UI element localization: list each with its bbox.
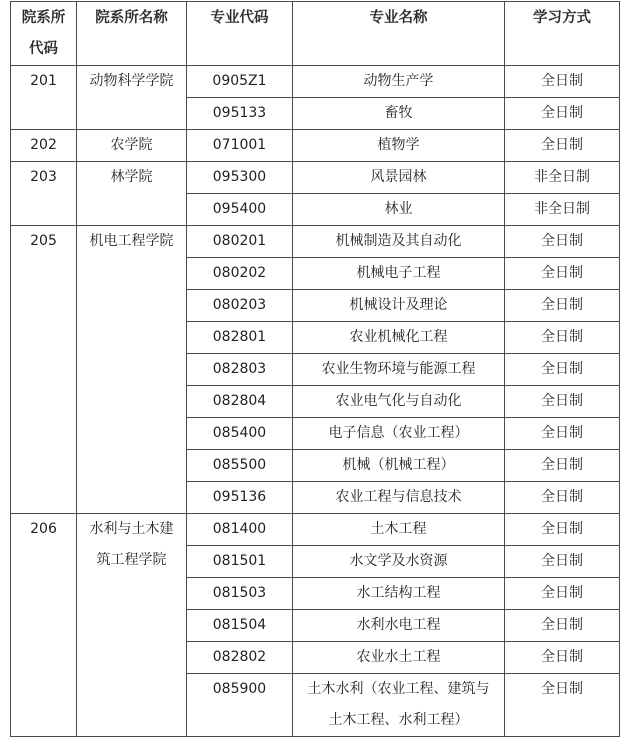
- study-mode-cell: 全日制: [505, 98, 620, 130]
- study-mode-cell: 全日制: [505, 130, 620, 162]
- header-dept-code: [11, 2, 77, 66]
- dept-code-cell: 201: [11, 66, 77, 130]
- major-code-cell: 081400: [187, 514, 293, 546]
- study-mode-cell: 全日制: [505, 546, 620, 578]
- study-mode-cell: 全日制: [505, 642, 620, 674]
- dept-name-line: 水利与土木建: [89, 521, 174, 537]
- study-mode-cell: 全日制: [505, 610, 620, 642]
- study-mode-cell: 非全日制: [505, 194, 620, 226]
- dept-code-cell: 206: [11, 514, 77, 737]
- major-code-cell: 081501: [187, 546, 293, 578]
- header-dept-code-line2: 代码: [29, 40, 58, 57]
- table-row: [11, 162, 620, 194]
- header-major-name: 专业名称: [293, 2, 505, 66]
- study-mode-cell: 全日制: [505, 578, 620, 610]
- major-name-cell: 农业机械化工程: [293, 322, 505, 354]
- major-name-cell: 机械（机械工程）: [293, 450, 505, 482]
- major-name-line: 土木工程、水利工程）: [328, 712, 469, 728]
- dept-code-cell: 202: [11, 130, 77, 162]
- major-code-cell: 085400: [187, 418, 293, 450]
- major-name-cell: 土木工程: [293, 514, 505, 546]
- major-name-cell: 电子信息（农业工程）: [293, 418, 505, 450]
- major-name-cell: 机械电子工程: [293, 258, 505, 290]
- major-code-cell: 0905Z1: [187, 66, 293, 98]
- study-mode-cell: 全日制: [505, 66, 620, 98]
- major-code-cell: 095136: [187, 482, 293, 514]
- major-code-cell: 080203: [187, 290, 293, 322]
- major-code-cell: 071001: [187, 130, 293, 162]
- table-row: [11, 66, 620, 98]
- study-mode-cell: 全日制: [505, 354, 620, 386]
- study-mode-cell: 非全日制: [505, 162, 620, 194]
- table-row: [11, 130, 620, 162]
- dept-name-cell: 林学院: [77, 162, 187, 226]
- major-name-cell: 农业电气化与自动化: [293, 386, 505, 418]
- major-code-cell: 085500: [187, 450, 293, 482]
- table-row: [11, 226, 620, 258]
- major-name-cell: 动物生产学: [293, 66, 505, 98]
- dept-name-cell: 机电工程学院: [77, 226, 187, 514]
- major-code-cell: 095400: [187, 194, 293, 226]
- study-mode-cell: 全日制: [505, 226, 620, 258]
- major-name-cell: [293, 674, 505, 737]
- major-name-cell: 畜牧: [293, 98, 505, 130]
- major-name-cell: 植物学: [293, 130, 505, 162]
- study-mode-cell: 全日制: [505, 418, 620, 450]
- dept-code-cell: 205: [11, 226, 77, 514]
- major-code-cell: 082801: [187, 322, 293, 354]
- major-code-cell: 081503: [187, 578, 293, 610]
- study-mode-cell: 全日制: [505, 386, 620, 418]
- major-code-cell: 095133: [187, 98, 293, 130]
- study-mode-cell: 全日制: [505, 514, 620, 546]
- major-code-cell: 080202: [187, 258, 293, 290]
- major-name-cell: 农业水土工程: [293, 642, 505, 674]
- dept-name-line: 筑工程学院: [96, 552, 167, 568]
- major-name-cell: 机械设计及理论: [293, 290, 505, 322]
- dept-name-cell: 农学院: [77, 130, 187, 162]
- dept-name-cell: [77, 514, 187, 737]
- major-code-cell: 080201: [187, 226, 293, 258]
- major-name-cell: 林业: [293, 194, 505, 226]
- study-mode-cell: 全日制: [505, 258, 620, 290]
- dept-name-cell: 动物科学学院: [77, 66, 187, 130]
- header-major-code: 专业代码: [187, 2, 293, 66]
- major-code-cell: 081504: [187, 610, 293, 642]
- major-name-cell: 水工结构工程: [293, 578, 505, 610]
- table-row: [11, 514, 620, 546]
- major-name-line: 土木水利（农业工程、建筑与: [307, 681, 490, 697]
- major-name-cell: 风景园林: [293, 162, 505, 194]
- study-mode-cell: 全日制: [505, 322, 620, 354]
- major-name-cell: 农业生物环境与能源工程: [293, 354, 505, 386]
- study-mode-cell: 全日制: [505, 450, 620, 482]
- major-code-cell: 095300: [187, 162, 293, 194]
- major-name-cell: 水文学及水资源: [293, 546, 505, 578]
- header-dept-name: 院系所名称: [77, 2, 187, 66]
- major-name-cell: 水利水电工程: [293, 610, 505, 642]
- study-mode-cell: 全日制: [505, 674, 620, 737]
- study-mode-cell: 全日制: [505, 482, 620, 514]
- dept-code-cell: 203: [11, 162, 77, 226]
- major-name-cell: 农业工程与信息技术: [293, 482, 505, 514]
- major-code-cell: 082802: [187, 642, 293, 674]
- header-study-mode: 学习方式: [505, 2, 620, 66]
- header-dept-code-line1: 院系所: [21, 9, 66, 26]
- major-code-cell: 082803: [187, 354, 293, 386]
- header-row: [11, 2, 620, 66]
- study-mode-cell: 全日制: [505, 290, 620, 322]
- major-code-cell: 082804: [187, 386, 293, 418]
- major-name-cell: 机械制造及其自动化: [293, 226, 505, 258]
- majors-table: [10, 1, 620, 737]
- major-code-cell: 085900: [187, 674, 293, 737]
